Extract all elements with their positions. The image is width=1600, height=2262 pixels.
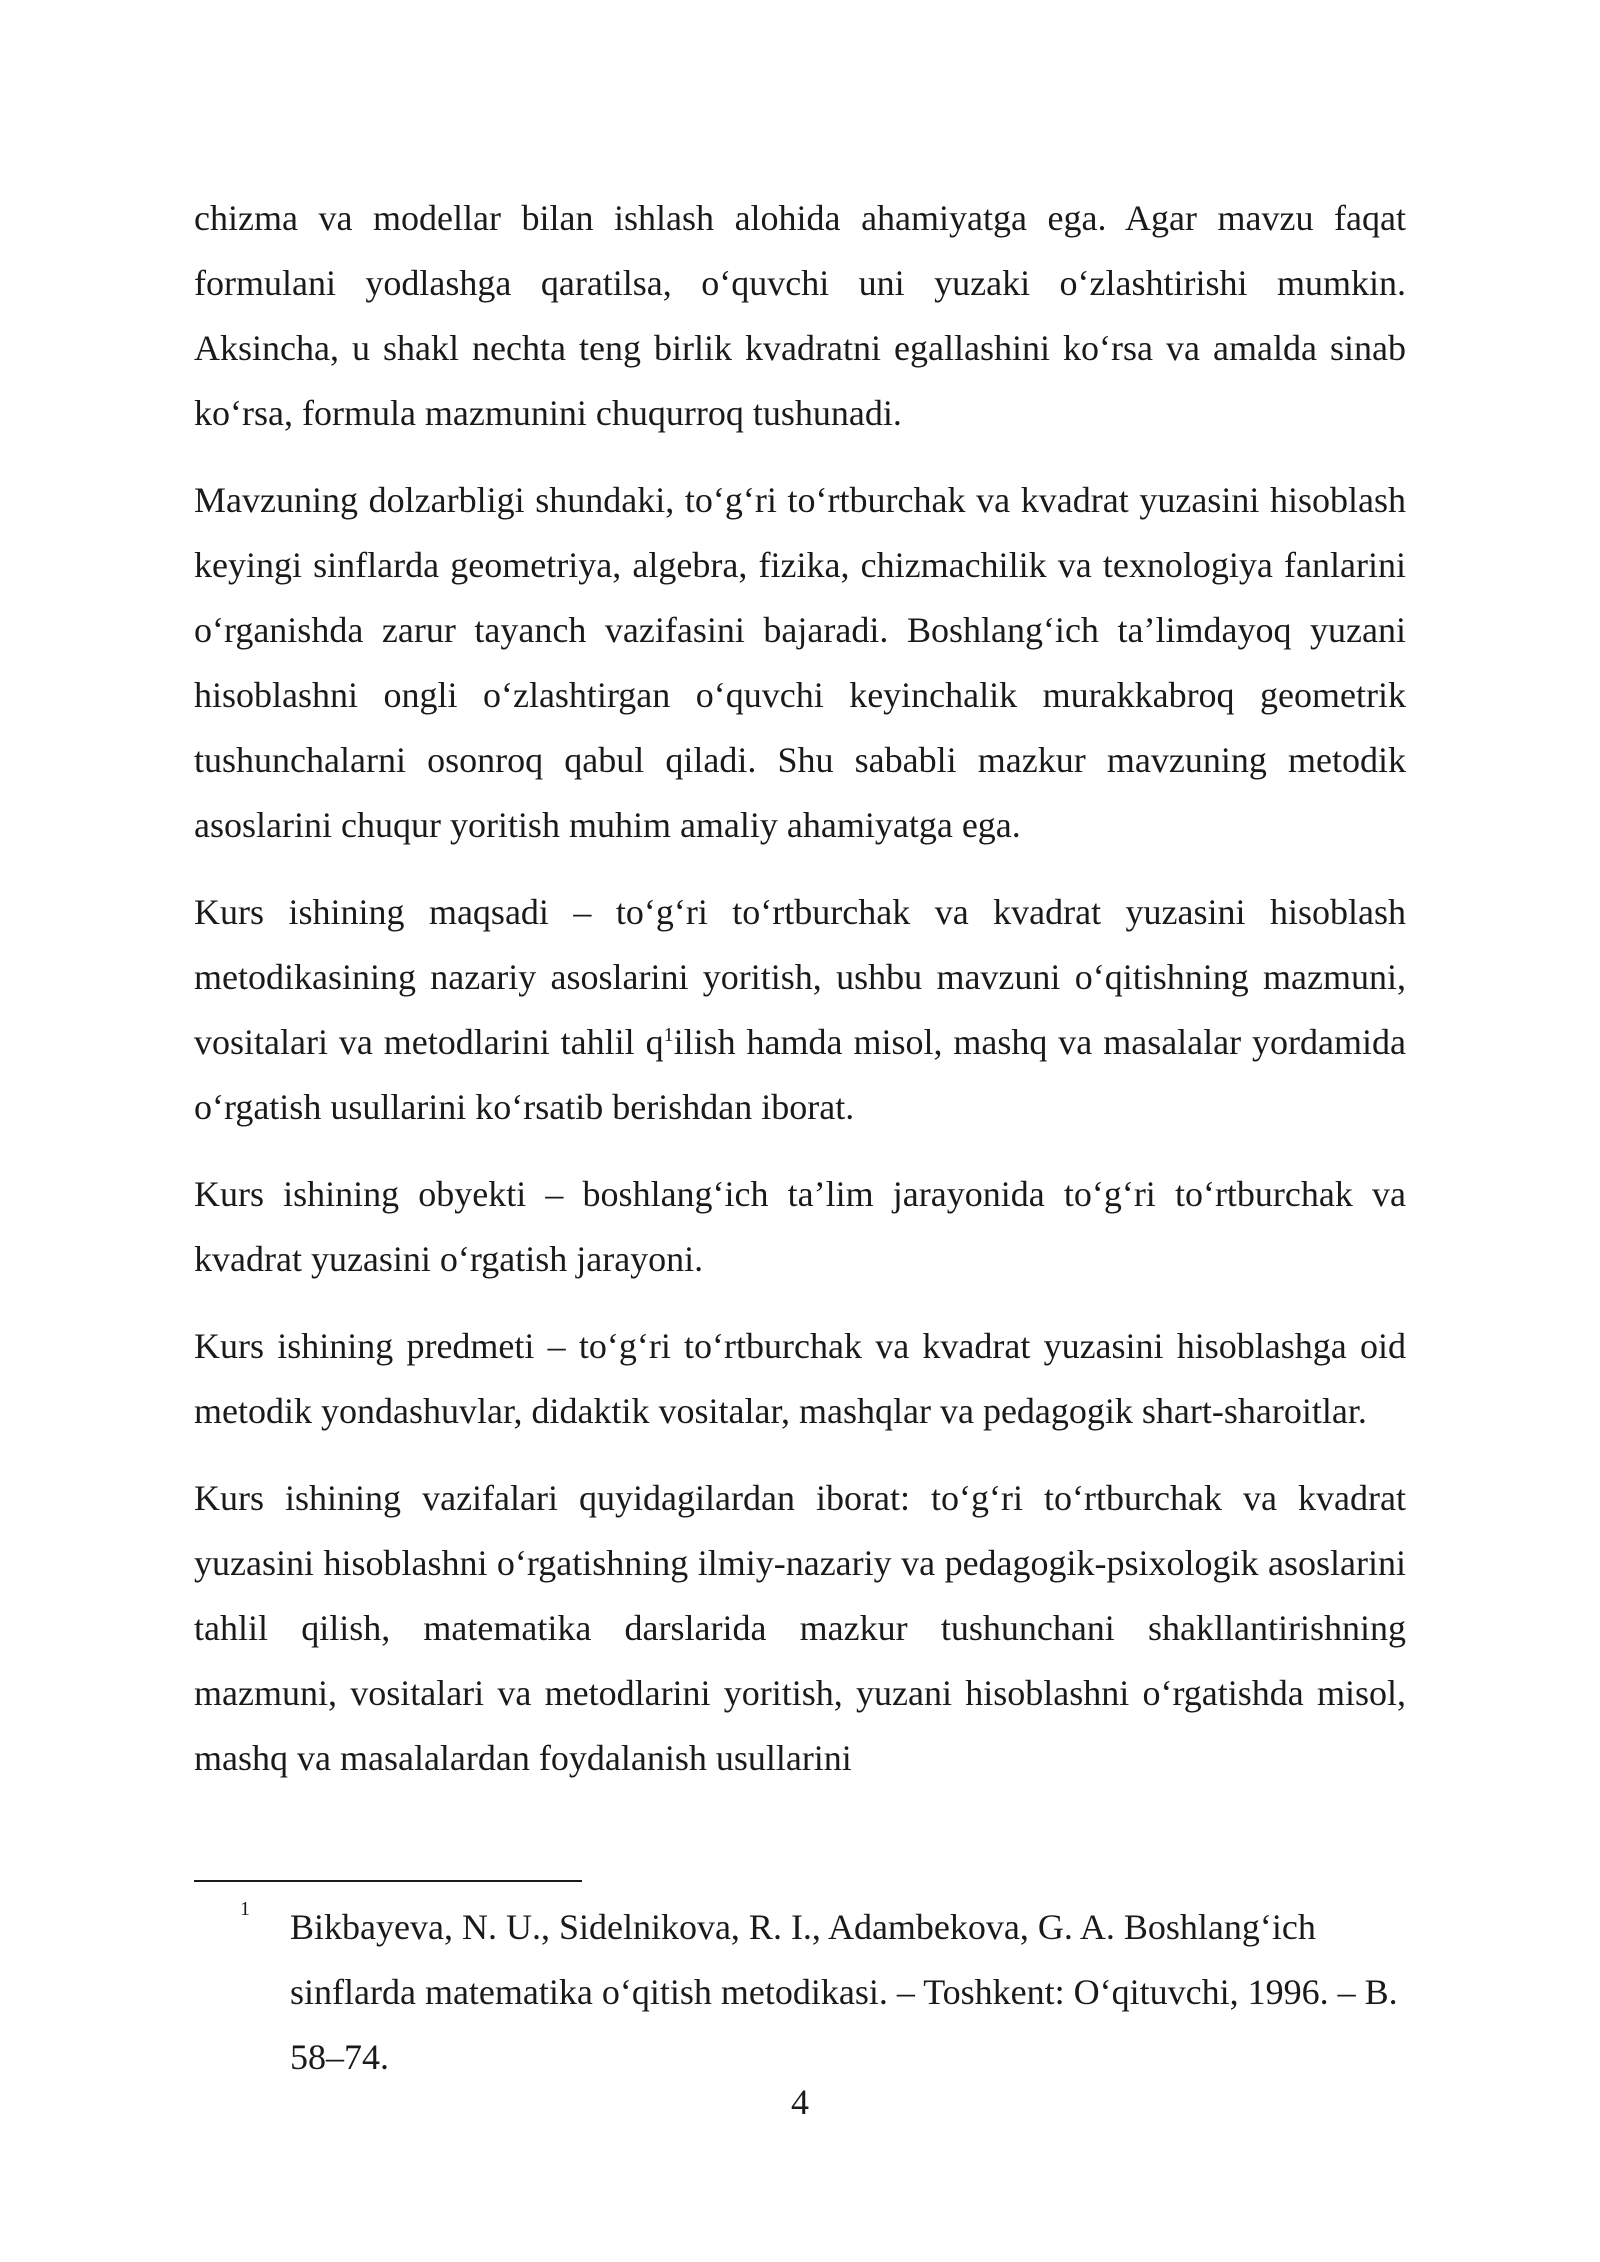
paragraph-goal-text-after: ilish hamda misol, mashq va masalalar yordamida o‘rgatish usullarini ko‘rsatib berishdan iborat. — [194, 1022, 1407, 1127]
footnote-separator — [194, 1880, 582, 1882]
footnote — [240, 1895, 1408, 2090]
paragraph-relevance: Mavzuning dolzarbligi shundaki, to‘g‘ri to‘rtburchak va kvadrat yuzasini hisoblash keyingi sinflarda geometriya, algebra, fizika, chizmachilik va texnologiya fanlarini o‘rganishda zarur tayanch vazifasini bajaradi. Boshlang‘ich ta’limdayoq yuzani hisoblashni ongli o‘zlashtirgan o‘quvchi keyinchalik murakkabroq geometrik tushunchalarni osonroq qabul qiladi. Shu sababli mazkur mavzuning metodik asoslarini chuqur yoritish muhim amaliy ahamiyatga ega. — [194, 480, 1406, 845]
paragraph-subject: Kurs ishining predmeti – to‘g‘ri to‘rtburchak va kvadrat yuzasini hisoblashga oid metodik yondashuvlar, didaktik vositalar, mashqlar va pedagogik shart-sharoitlar. — [194, 1326, 1406, 1431]
footnote-text: Bikbayeva, N. U., Sidelnikova, R. I., Adambekova, G. A. Boshlang‘ich sinflarda matematika o‘qitish metodikasi. – Toshkent: O‘qituvchi, 1996. – B. 58–74. — [290, 1907, 1398, 2077]
footnote-mark: 1 — [240, 1898, 250, 1920]
paragraph-intro: chizma va modellar bilan ishlash alohida ahamiyatga ega. Agar mavzu faqat formulani yodlashga qaratilsa, o‘quvchi uni yuzaki o‘zlashtirishi mumkin. Aksincha, u shakl nechta teng birlik kvadratni egallashini ko‘rsa va amalda sinab ko‘rsa, formula mazmunini chuqurroq tushunadi. — [194, 198, 1406, 433]
page-number: 4 — [791, 2082, 809, 2122]
paragraph-goal — [194, 880, 1406, 1140]
body-text — [194, 186, 1406, 1791]
footnote-reference[interactable]: 1 — [663, 1024, 674, 1046]
paragraph-goal-text-before: Kurs ishining maqsadi – to‘g‘ri to‘rtburchak va kvadrat yuzasini hisoblash metodikasining nazariy asoslarini yoritish, ushbu mavzuni o‘qitishning mazmuni, vositalari va metodlarini tahlil q — [194, 892, 1406, 1062]
paragraph-tasks: Kurs ishining vazifalari quyidagilardan iborat: to‘g‘ri to‘rtburchak va kvadrat yuzasini hisoblashni o‘rgatishning ilmiy-nazariy va pedagogik-psixologik asoslarini tahlil qilish, matematika darslarida mazkur tushunchani shakllantirishning mazmuni, vositalari va metodlarini yoritish, yuzani hisoblashni o‘rgatishda misol, mashq va masalalardan foydalanish usullarini — [194, 1478, 1406, 1778]
paragraph-object: Kurs ishining obyekti – boshlang‘ich ta’lim jarayonida to‘g‘ri to‘rtburchak va kvadrat yuzasini o‘rgatish jarayoni. — [194, 1174, 1406, 1279]
